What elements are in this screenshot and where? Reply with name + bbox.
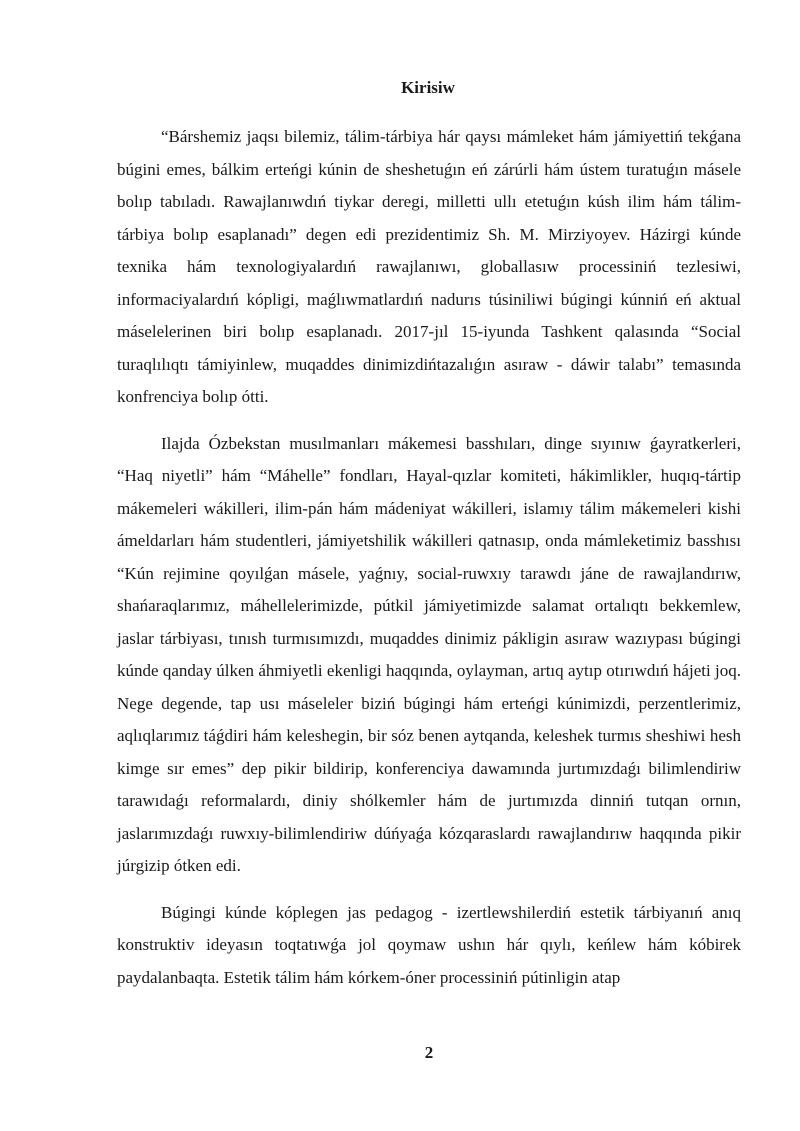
- page-number: 2: [424, 1043, 434, 1062]
- paragraph-intro: “Bárshemiz jaqsı bilemiz, tálim-tárbiya hár qaysı mámleket hám jámiyettiń tekǵana búgini emes, bálkim erteńgi kúnin de sheshetuǵın eń zárúrli hám ústem turatuǵın másele bolıp tabıladı. Rawajlanıwdıń tiykar deregi, milletti ullı etetuǵın kúsh ilim hám tálim-tárbiya bolıp esaplanadı” degen edi prezidentimiz Sh. M. Mirziyoyev. Házirgi kúnde texnika hám texnologiyalardıń rawajlanıwı, globallasıw processiniń tezlesiwi, informaciyalardıń kópligi, maǵlıwmatlardıń nadurıs túsiniliwi búgingi kúnniń eń aktual máselelerinen biri bolıp esaplanadı. 2017-jıl 15-iyunda Tashkent qalasında “Social turaqlılıqtı támiyinlew, muqaddes dinimizdińtazalıǵın asıraw - dáwir talabı” temasında konfrenciya bolıp ótti.: [117, 127, 741, 406]
- page-title: Kirisiw: [401, 78, 455, 97]
- document-body: [117, 121, 741, 994]
- paragraph-aesthetic-education: Búgingi kúnde kóplegen jas pedagog - izertlewshilerdiń estetik tárbiyanıń anıq konstruktiv ideyasın toqtatıwǵa jol qoymaw ushın hár qıylı, keńlew hám kóbirek paydalanbaqta. Estetik tálim hám kórkem-óner processiniń pútinligin atap: [117, 902, 741, 987]
- paragraph-conference: Ilajda Ózbekstan musılmanları mákemesi basshıları, dinge sıyınıw ǵayratkerleri, “Haq niyetli” hám “Máhelle” fondları, Hayal-qızlar komiteti, hákimlikler, huqıq-tártip mákemeleri wákilleri, ilim-pán hám mádeniyat wákilleri, islamıy tálim mákemeleri kishi ámeldarları hám studentleri, jámiyetshilik wákilleri qatnasıp, onda mámleketimiz basshısı “Kún rejimine qoyılǵan másele, yaǵnıy, social-ruwxıy tarawdı jáne de rawajlandırıw, shańaraqlarımız, máhellelerimizde, pútkil jámiyetimizde salamat ortalıqtı bekkemlew, jaslar tárbiyası, tınısh turmısımızdı, muqaddes dinimiz pákligin asıraw wazıypası búgingi kúnde qanday úlken áhmiyetli ekenligi haqqında, oylayman, artıq aytıp otırıwdıń hájeti joq. Nege degende, tap usı máseleler biziń búgingi hám erteńgi kúnimizdi, perzentlerimiz, aqlıqlarımız táǵdiri hám keleshegin, bir sóz benen aytqanda, keleshek turmıs sheshiwi hesh kimge sır emes” dep pikir bildirip, konferenciya dawamında jurtımızdaǵı bilimlendiriw tarawıdaǵı reformalardı, diniy shólkemler hám de jurtımızda dinniń tutqan ornın, jaslarımızdaǵı ruwxıy-bilimlendiriw dúńyaǵa kózqaraslardı rawajlandırıw haqqında pikir júrgizip ótken edi.: [117, 433, 741, 875]
